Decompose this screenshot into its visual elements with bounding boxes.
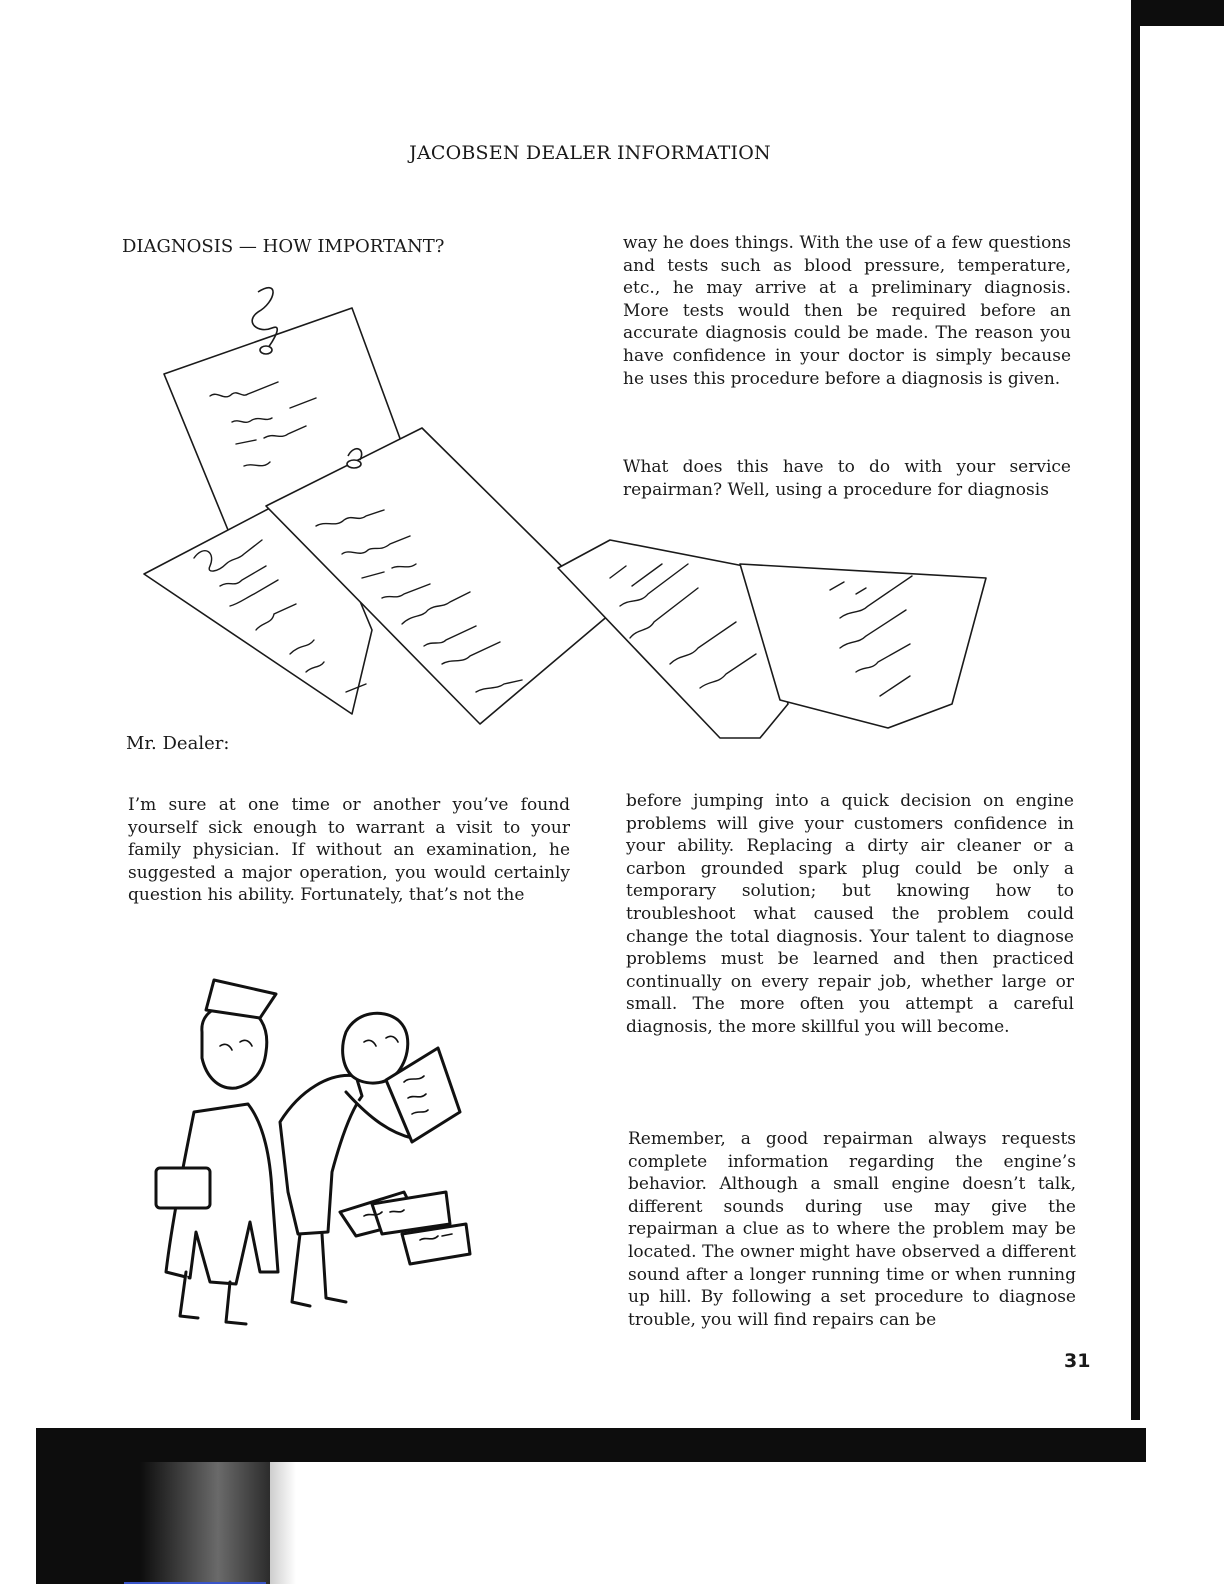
page-header: JACOBSEN DEALER INFORMATION: [409, 142, 771, 164]
scan-edge-right: [1131, 0, 1224, 26]
section-title: DIAGNOSIS — HOW IMPORTANT?: [122, 236, 445, 257]
doctor-patient-cartoon: [150, 972, 510, 1328]
paragraph-engine-behavior: Remember, a good repairman always requests complete information regarding the engine’s behavior. Although a small engine doesn’t talk, different sounds during use may give the repairman a clue as to where the problem may be located. The owner might have observed a different sound after a longer running time or when running up hill. By following a set procedure to diagnose trouble, you will find repairs can be: [628, 1129, 1076, 1330]
scan-bottom-fade: [36, 1462, 296, 1584]
paragraph-engine-problems: before jumping into a quick decision on engine problems will give your customers confidence in your ability. Replacing a dirty air cleaner or a carbon grounded spark plug could be only a temporary solution; but knowing how to troubleshoot what caused the problem could change the total diagnosis. Your talent to diagnose problems must be learned and then practiced continually on every repair job, whether large or small. The more often you attempt a careful diagnosis, the more skillful you will become.: [626, 791, 1074, 1037]
salutation: Mr. Dealer:: [126, 733, 230, 754]
page-number: 31: [1064, 1350, 1091, 1372]
scan-edge-right-line: [1131, 0, 1140, 1420]
paragraph-service-repairman: What does this have to do with your service repairman? Well, using a procedure for diagnosis: [623, 457, 1071, 500]
paragraph-doctor-procedure: way he does things. With the use of a few questions and tests such as blood pressure, temperature, etc., he may arrive at a preliminary diagnosis. More tests would then be required before an accurate diagnosis could be made. The reason you have confidence in your doctor is simply because he uses this procedure before a diagnosis is given.: [623, 233, 1071, 389]
scan-bottom-blank: [270, 1462, 1160, 1584]
paragraph-physician-visit: I’m sure at one time or another you’ve found yourself sick enough to warrant a visit to your family physician. If without an examination, he suggested a major operation, you would certainly question his ability. Fortunately, that’s not the: [128, 795, 570, 906]
diagnosis-sheets-illustration: [140, 268, 1000, 750]
